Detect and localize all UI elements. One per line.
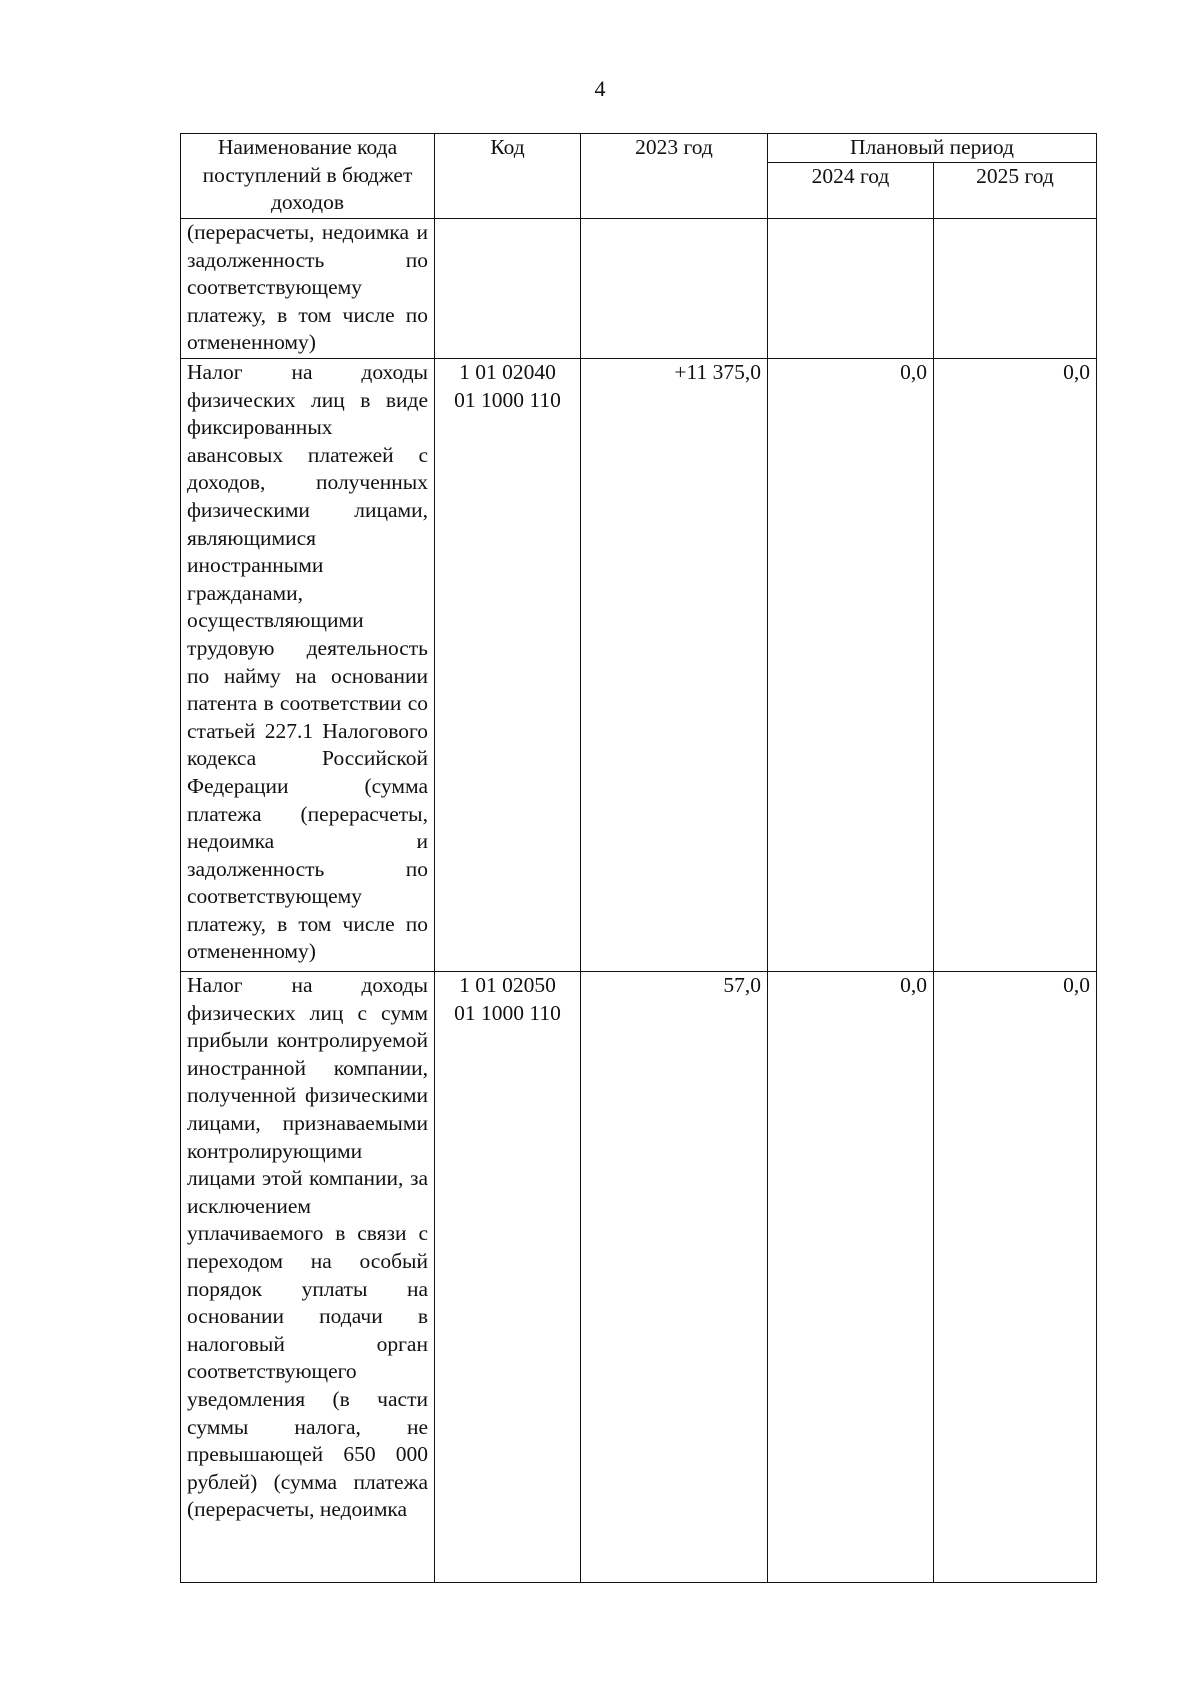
table-row <box>181 972 1097 1583</box>
header-planned-period: Плановый период <box>768 134 1097 163</box>
row-code-cell <box>435 359 581 972</box>
row-value-2025: 0,0 <box>934 359 1097 972</box>
row-code-line: 01 1000 110 <box>454 387 561 412</box>
row-value-2023: +11 375,0 <box>581 359 768 972</box>
row-name-cell: (перерасчеты, недоимка и задолженность по соответствующему платежу, в том числе по отмененному) <box>181 219 435 359</box>
table-row <box>181 219 1097 359</box>
header-name: Наименование кода поступлений в бюджет доходов <box>181 134 435 219</box>
row-code-cell <box>435 972 581 1583</box>
row-code-cell <box>435 219 581 359</box>
page-number: 4 <box>594 76 606 101</box>
row-value-2023: 57,0 <box>581 972 768 1583</box>
row-code-line: 01 1000 110 <box>454 1000 561 1025</box>
row-value-2024: 0,0 <box>768 359 934 972</box>
header-year-2025: 2025 год <box>934 163 1097 219</box>
row-value-2023 <box>581 219 768 359</box>
header-code: Код <box>435 134 581 219</box>
row-value-2025 <box>934 219 1097 359</box>
row-name-cell: Налог на доходы физических лиц с сумм прибыли контролируемой иностранной компании, полученной физическими лицами, признаваемыми контролирующими лицами этой компании, за исключением уплачиваемого в связи с переходом на особый порядок уплаты на основании подачи в налоговый орган соответствующего уведомления (в части суммы налога, не превышающей 650 000 рублей) (сумма платежа (перерасчеты, недоимка <box>181 972 435 1583</box>
header-year-2024: 2024 год <box>768 163 934 219</box>
budget-revenue-table <box>180 133 1097 1583</box>
row-code-line: 1 01 02040 <box>459 360 556 384</box>
row-code-line: 1 01 02050 <box>459 973 556 997</box>
row-name-cell: Налог на доходы физических лиц в виде фиксированных авансовых платежей с доходов, полученных физическими лицами, являющимися иностранными гражданами, осуществляющими трудовую деятельность по найму на основании патента в соответствии со статьей 227.1 Налогового кодекса Российской Федерации (сумма платежа (перерасчеты, недоимка и задолженность по соответствующему платежу, в том числе по отмененному) <box>181 359 435 972</box>
row-value-2025: 0,0 <box>934 972 1097 1583</box>
header-year-2023: 2023 год <box>581 134 768 219</box>
table-row <box>181 359 1097 972</box>
row-value-2024: 0,0 <box>768 972 934 1583</box>
row-value-2024 <box>768 219 934 359</box>
